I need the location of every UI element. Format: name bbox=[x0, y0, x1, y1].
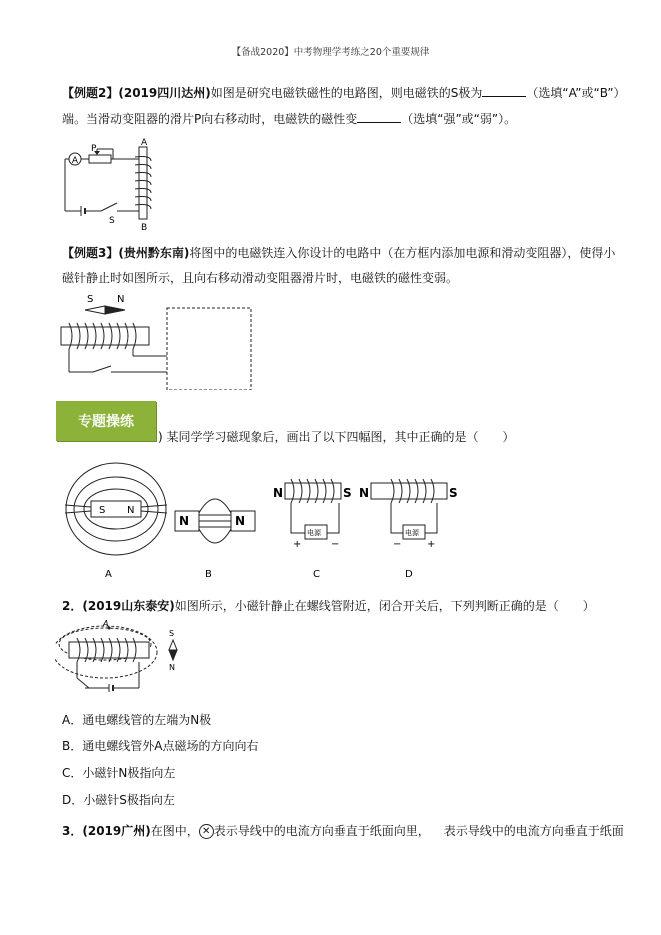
q2-option-d[interactable]: D．小磁针S极指向左 bbox=[62, 793, 175, 807]
fig-d-minus: − bbox=[393, 539, 402, 550]
example2-hint: （选填“A”或“B”） bbox=[526, 86, 626, 100]
q3-text-tail: 表示导线中的电流方向垂直于纸面 bbox=[443, 824, 624, 838]
fig-d-n-label: N bbox=[359, 486, 370, 500]
fig-d-label: D bbox=[405, 569, 413, 580]
q2-source: (2019山东泰安) bbox=[82, 599, 175, 613]
slider-label: P bbox=[91, 144, 97, 154]
fig-d-power-label: 电源 bbox=[405, 529, 419, 537]
example2-text-2: 端。当滑动变阻器的滑片P向右移动时，电磁铁的磁性变 bbox=[62, 112, 358, 126]
fig-b-n-label-left: N bbox=[179, 514, 190, 528]
q2-number: 2． bbox=[62, 599, 83, 613]
q2-option-a[interactable]: A．通电螺线管的左端为N极 bbox=[62, 713, 212, 727]
needle-s-label: S bbox=[87, 294, 94, 305]
example3-line2: 磁针静止时如图所示，且向右移动滑动变阻器滑片时，电磁铁的磁性变弱。 bbox=[62, 271, 459, 285]
fig-c-minus: − bbox=[331, 539, 340, 550]
q3-stem bbox=[62, 822, 624, 840]
fig-c-n-label: N bbox=[273, 486, 284, 500]
q1-four-figures bbox=[55, 455, 475, 580]
switch-label: S bbox=[109, 216, 115, 226]
answer-blank[interactable] bbox=[482, 85, 526, 97]
q3-text-pre: 在图中， bbox=[150, 824, 199, 838]
practice-section-badge: 专题操练 bbox=[56, 401, 156, 441]
current-into-page-icon: ✕ bbox=[199, 824, 214, 839]
fig-c-s-label: S bbox=[343, 486, 352, 500]
example3-line1 bbox=[62, 244, 615, 262]
end-a-label: A bbox=[141, 138, 148, 148]
q2-solenoid-figure bbox=[55, 618, 195, 698]
q3-text-post: 表示导线中的电流方向垂直于纸面向里， bbox=[213, 824, 430, 838]
q3-source: (2019广州) bbox=[82, 824, 151, 838]
example3-text: 将图中的电磁铁连入你设计的电路中（在方框内添加电源和滑动变阻器），使得小 bbox=[189, 246, 616, 260]
q2-stem bbox=[62, 597, 595, 615]
example2-text: 如图是研究电磁铁磁性的电路图，则电磁铁的S极为 bbox=[210, 86, 483, 100]
example2-circuit-figure bbox=[55, 135, 175, 233]
example2-line1 bbox=[62, 84, 626, 102]
needle-n-label: N bbox=[169, 663, 175, 672]
fig-a-s-label: S bbox=[99, 505, 106, 516]
q2-option-b[interactable]: B．通电螺线管外A点磁场的方向向右 bbox=[62, 739, 259, 753]
fig-b-n-label-right: N bbox=[235, 514, 246, 528]
fig-c-label: C bbox=[313, 569, 320, 580]
fig-a-n-label: N bbox=[127, 505, 135, 516]
example2-line2 bbox=[62, 110, 516, 128]
fig-c-power-label: 电源 bbox=[307, 529, 321, 537]
example2-tag: 【例题2】 bbox=[62, 86, 119, 100]
example3-tag: 【例题3】 bbox=[62, 246, 119, 260]
fig-d-plus: + bbox=[427, 539, 436, 550]
fig-c-plus: + bbox=[293, 539, 302, 550]
ammeter-label: A bbox=[71, 156, 79, 166]
q2-text: 如图所示，小磁针静止在螺线管附近，闭合开关后，下列判断正确的是（ ） bbox=[174, 599, 595, 613]
example2-hint-2: （选填“强”或“弱”）。 bbox=[401, 112, 517, 126]
point-a-label: A bbox=[103, 619, 109, 628]
needle-s-label: S bbox=[169, 629, 175, 638]
end-b-label: B bbox=[141, 223, 148, 233]
example3-electromagnet-figure bbox=[55, 290, 275, 390]
needle-n-label: N bbox=[117, 294, 125, 305]
q1-text: ) 某同学学习磁现象后，画出了以下四幅图，其中正确的是（ ） bbox=[158, 430, 515, 444]
page-header: 【备战2020】中考物理学考练之20个重要规律 bbox=[231, 47, 430, 58]
q2-option-c[interactable]: C．小磁针N极指向左 bbox=[62, 766, 176, 780]
example2-source: (2019四川达州) bbox=[118, 86, 211, 100]
fig-a-label: A bbox=[105, 569, 112, 580]
q3-number: 3． bbox=[62, 824, 83, 838]
example3-source: (贵州黔东南) bbox=[118, 246, 190, 260]
fig-b-label: B bbox=[205, 569, 212, 580]
answer-blank[interactable] bbox=[357, 111, 401, 123]
fig-d-s-label: S bbox=[449, 486, 458, 500]
